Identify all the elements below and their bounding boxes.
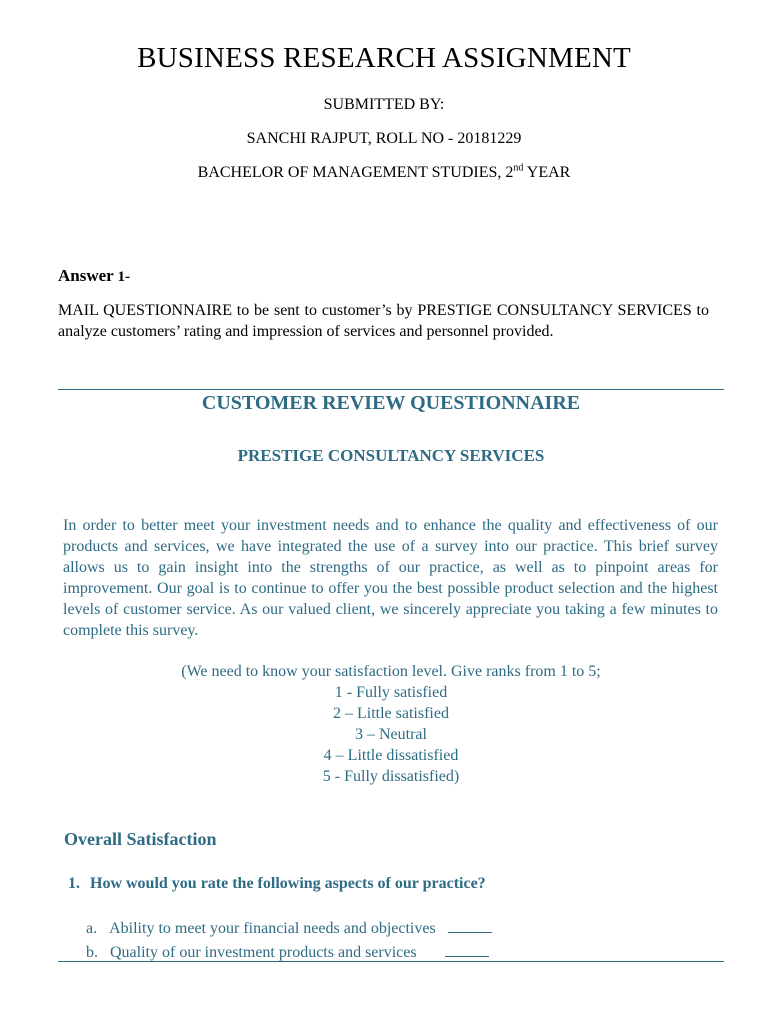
rating-scale-item: 1 - Fully satisfied [334, 684, 448, 701]
questionnaire-title: CUSTOMER REVIEW QUESTIONNAIRE [201, 392, 581, 414]
item-letter: b. [86, 944, 98, 961]
question-number: 1. [68, 875, 80, 892]
student-name-roll: SANCHI RAJPUT, ROLL NO - 20181229 [246, 130, 522, 147]
rating-blank[interactable] [445, 942, 489, 957]
program-text: BACHELOR OF MANAGEMENT STUDIES, 2 [197, 164, 514, 181]
answer-number: 1- [113, 269, 130, 285]
rating-scale-item: 5 - Fully dissatisfied) [322, 768, 460, 785]
list-item [86, 918, 492, 938]
rating-scale [0, 661, 768, 787]
answer-label: Answer [58, 266, 114, 285]
program-ordinal: nd [513, 162, 524, 174]
submitted-by-label: SUBMITTED BY: [323, 96, 445, 113]
company-name: PRESTIGE CONSULTANCY SERVICES [237, 446, 545, 465]
item-text: Quality of our investment products and services [110, 944, 417, 961]
rating-scale-item: 2 – Little satisfied [333, 705, 449, 722]
list-item [86, 942, 489, 962]
item-letter: a. [86, 920, 98, 937]
question-text: How would you rate the following aspects of our practice? [90, 875, 486, 892]
answer-heading [58, 266, 130, 286]
section-heading: Overall Satisfaction [64, 829, 217, 849]
question-1 [68, 875, 486, 893]
rating-scale-item: 4 – Little dissatisfied [323, 747, 459, 764]
answer-intro: MAIL QUESTIONNAIRE to be sent to customer’s by PRESTIGE CONSULTANCY SERVICES to analyze customers’ rating and impression of services and personnel provided. [58, 302, 709, 340]
rating-blank[interactable] [448, 918, 492, 933]
rating-scale-intro: (We need to know your satisfaction level. Give ranks from 1 to 5; [181, 663, 601, 680]
program-line [0, 164, 768, 182]
survey-intro-paragraph: In order to better meet your investment needs and to enhance the quality and effectiveness of our products and services, we have integrated the use of a survey into our practice. This brief survey allows us to gain insight into the strengths of our practice, as well as to pinpoint areas for improvement. Our goal is to continue to offer you the best possible product selection and the highest levels of customer service. As our valued client, we sincerely appreciate you taking a few minutes to complete this survey. [63, 517, 718, 639]
bottom-rule [58, 961, 724, 962]
item-text: Ability to meet your financial needs and objectives [109, 920, 436, 937]
program-year: YEAR [523, 164, 571, 181]
rating-scale-item: 3 – Neutral [355, 726, 427, 743]
top-rule [58, 389, 724, 390]
document-title: BUSINESS RESEARCH ASSIGNMENT [137, 42, 631, 74]
